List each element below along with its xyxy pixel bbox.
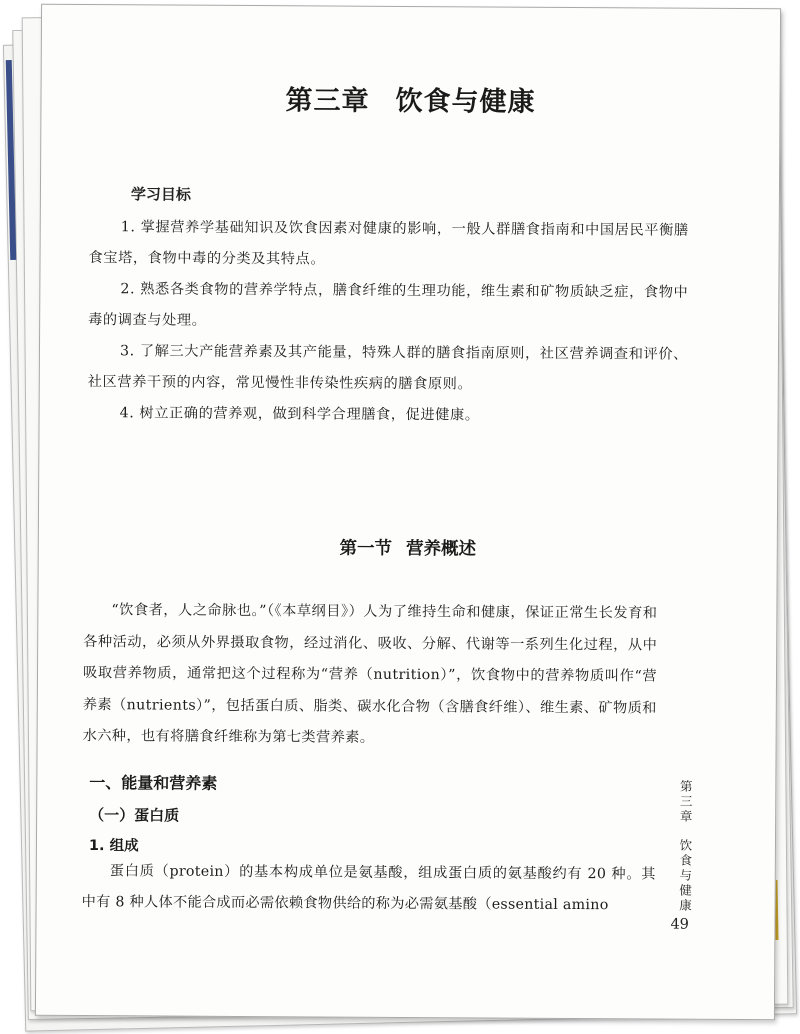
intro-paragraph: “饮食者，人之命脉也。”（《本草纲目》）人为了维持生命和健康，保证正常生长发育和各种活动，必须从外界摄取食物，经过消化、吸收、分解、代谢等一系列生化过程，从中吸取营养物质，通常把这个过程称为“营养（nutrition）”，饮食物中的营养物质叫作“营养素（nutrients）”，包括蛋白质、脂类、碳水化合物（含膳食纤维）、维生素、矿物质和水六种，也有将膳食纤维称为第七类营养素。 — [82, 602, 658, 746]
item-heading: 1. 组成 — [88, 838, 139, 855]
subsection-heading: 一、能量和营养素 — [89, 773, 218, 793]
page-number: 49 — [670, 916, 689, 933]
book-page — [35, 4, 781, 1021]
section-name: 营养概述 — [405, 538, 477, 560]
objective-item: 3. 了解三大产能营养素及其产能量，特殊人群的膳食指南原则，社区营养调查和评价、社区营养干预的内容，常见慢性非传染性疾病的膳食原则。 — [87, 343, 689, 393]
learning-objectives-list — [88, 212, 689, 433]
running-head — [677, 779, 696, 913]
running-head-title: 饮食与健康 — [679, 837, 693, 913]
chapter-number: 第三章 — [285, 85, 370, 117]
chapter-name: 饮食与健康 — [395, 85, 536, 118]
objective-item: 1. 掌握营养学基础知识及饮食因素对健康的影响，一般人群膳食指南和中国居民平衡膳食宝塔，食物中毒的分类及其特点。 — [88, 219, 689, 268]
protein-paragraph: 蛋白质（protein）的基本构成单位是氨基酸，组成蛋白质的氨基酸约有 20 种。其中有 8 种人体不能合成而必需依赖食物供给的称为必需氨基酸（essential amino — [81, 863, 656, 914]
chapter-title — [41, 77, 779, 121]
learning-objectives-heading: 学习目标 — [130, 185, 192, 204]
running-head-chapter: 第三章 — [679, 778, 693, 824]
section-title — [39, 533, 777, 563]
objective-item: 4. 树立正确的营养观，做到科学合理膳食，促进健康。 — [119, 405, 480, 424]
objective-item: 2. 熟悉各类食物的营养学特点，膳食纤维的生理功能，维生素和矿物质缺乏症，食物中毒的调查与处理。 — [88, 281, 689, 329]
subsubsection-heading: （一）蛋白质 — [89, 806, 180, 825]
section-number: 第一节 — [339, 538, 393, 559]
